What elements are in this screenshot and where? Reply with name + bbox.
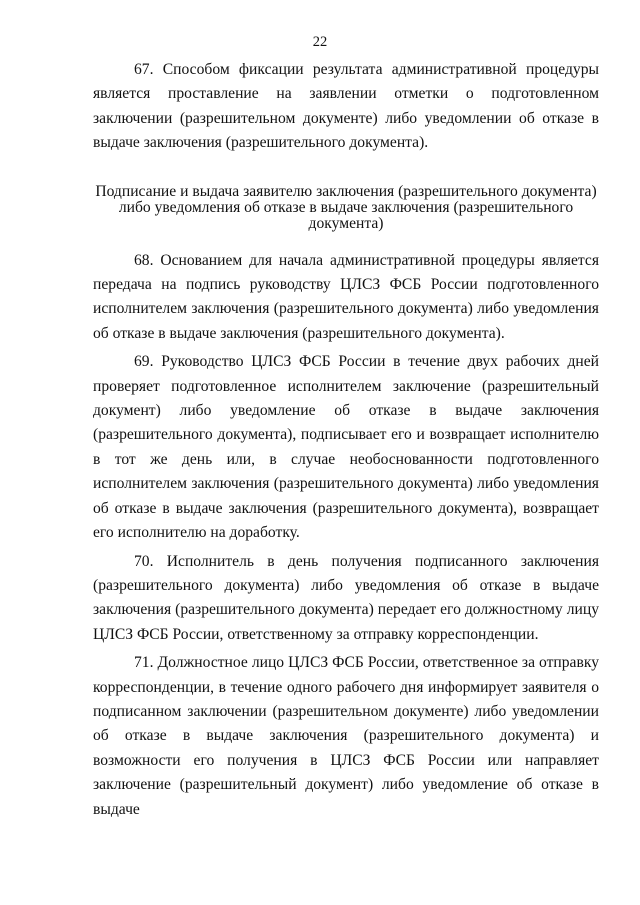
paragraph-68: 68. Основанием для начала административной процедуры является передача на подпись руководству ЦЛСЗ ФСБ России подготовленного исполнителем заключения (разрешительного документа) либо уведомления об отказе в выдаче заключения (разрешительного документа). [93, 251, 599, 342]
page-content [93, 58, 599, 822]
page-number: 22 [312, 34, 328, 50]
paragraph-71: 71. Должностное лицо ЦЛСЗ ФСБ России, ответственное за отправку корреспонденции, в течение одного рабочего дня информирует заявителя о подписанном заключении (разрешительном документе) либо уведомлении об отказе в выдаче заключения (разрешительного документа) и возможности его получения в ЦЛСЗ ФСБ России или направляет заключение (разрешительный документ) либо уведомление об отказе в выдаче [93, 654, 599, 818]
paragraph-67: 67. Способом фиксации результата административной процедуры является проставление на заявлении отметки о подготовленном заключении (разрешительном документе) либо уведомлении об отказе в выдаче заключения (разрешительного документа). [93, 61, 599, 152]
paragraph-70: 70. Исполнитель в день получения подписанного заключения (разрешительного документа) либо уведомления об отказе в выдаче заключения (разрешительного документа) передает его должностному лицу ЦЛСЗ ФСБ России, ответственному за отправку корреспонденции. [93, 552, 599, 643]
paragraph-69: 69. Руководство ЦЛСЗ ФСБ России в течение двух рабочих дней проверяет подготовленное исполнителем заключение (разрешительный документ) либо уведомление об отказе в выдаче заключения (разрешительного документа), подписывает его и возвращает исполнителю в тот же день или, в случае необоснованности подготовленного исполнителем заключения (разрешительного документа) либо уведомления об отказе в выдаче заключения (разрешительного документа), возвращает его исполнителю на доработку. [93, 353, 599, 542]
section-heading: Подписание и выдача заявителю заключения (разрешительного документа) либо уведомления об отказе в выдаче заключения (разрешительного документа) [95, 182, 597, 232]
